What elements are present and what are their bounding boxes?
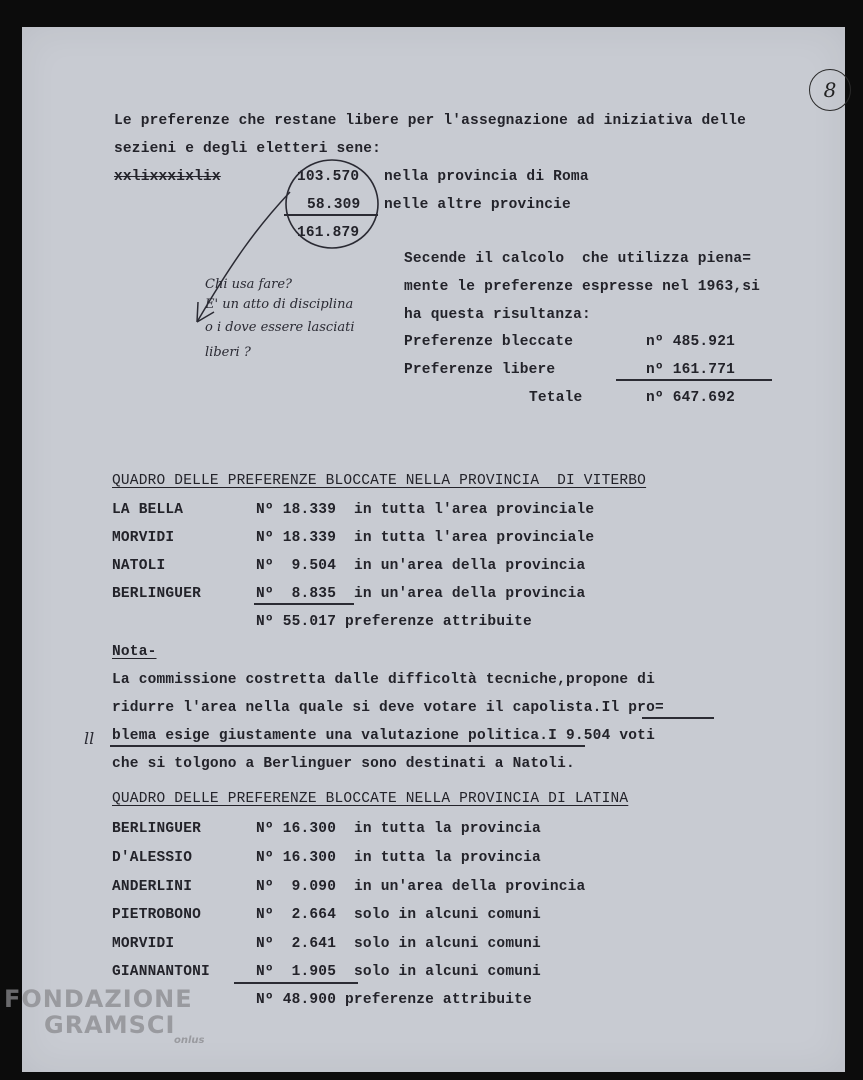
nota-line-1: La commissione costretta dalle difficoltà tecniche,propone di	[112, 672, 655, 688]
viterbo-desc-2: in tutta l'area provinciale	[354, 530, 595, 546]
nota-line-3: blema esige giustamente una valutazione politica.I 9.504 voti	[112, 728, 655, 744]
nota-underline-2	[110, 745, 585, 747]
latina-sum-rule	[234, 982, 358, 984]
latina-name-6: GIANNANTONI	[112, 964, 210, 980]
nota-heading: Nota-	[112, 644, 157, 660]
latina-name-1: BERLINGUER	[112, 821, 202, 837]
sum-value: 161.879	[297, 225, 360, 241]
viterbo-sum-rule	[254, 603, 354, 605]
altre-label: nelle altre provincie	[384, 197, 571, 213]
latina-value-2: Nº 16.300	[256, 850, 337, 866]
roma-label: nella provincia di Roma	[384, 169, 589, 185]
document-page	[22, 27, 845, 1072]
handwritten-note-1: Chi usa fare?	[205, 277, 292, 292]
intro-line-2: sezieni e degli eletteri sene:	[114, 141, 382, 157]
viterbo-value-4: Nº 8.835	[256, 586, 337, 602]
handwritten-note-3: o i dove essere lasciati	[205, 320, 355, 335]
watermark-line-1: FONDAZIONE	[4, 985, 193, 1013]
totale-value: nº 647.692	[646, 390, 736, 406]
latina-title: QUADRO DELLE PREFERENZE BLOCCATE NELLA PROVINCIA DI LATINA	[112, 791, 629, 807]
totale-label: Tetale	[529, 390, 583, 406]
roma-value: 103.570	[297, 169, 360, 185]
latina-name-3: ANDERLINI	[112, 879, 193, 895]
latina-name-5: MORVIDI	[112, 936, 175, 952]
nota-line-4: che si tolgono a Berlinguer sono destinati a Natoli.	[112, 756, 575, 772]
latina-value-5: Nº 2.641	[256, 936, 337, 952]
latina-desc-5: solo in alcuni comuni	[354, 936, 541, 952]
viterbo-name-1: LA BELLA	[112, 502, 184, 518]
calc-line-2: mente le preferenze espresse nel 1963,si	[404, 279, 761, 295]
intro-line-1: Le preferenze che restane libere per l'assegnazione ad iniziativa delle	[114, 113, 747, 129]
altre-value: 58.309	[307, 197, 361, 213]
latina-value-3: Nº 9.090	[256, 879, 337, 895]
viterbo-value-2: Nº 18.339	[256, 530, 337, 546]
bloccate-label: Preferenze blеccate	[404, 334, 574, 350]
viterbo-value-1: Nº 18.339	[256, 502, 337, 518]
viterbo-total: Nº 55.017 preferenze attribuite	[256, 614, 532, 630]
total-rule	[616, 379, 772, 381]
latina-name-4: PIETROBONO	[112, 907, 202, 923]
latina-desc-1: in tutta la provincia	[354, 821, 541, 837]
libere-label: Preferenze libere	[404, 362, 556, 378]
latina-value-1: Nº 16.300	[256, 821, 337, 837]
latina-desc-4: solo in alcuni comuni	[354, 907, 541, 923]
bloccate-value: nº 485.921	[646, 334, 736, 350]
latina-desc-2: in tutta la provincia	[354, 850, 541, 866]
watermark-line-3: onlus	[174, 1035, 205, 1046]
nota-underline-1	[642, 717, 714, 719]
latina-value-4: Nº 2.664	[256, 907, 337, 923]
handwritten-note-4: liberi ?	[205, 345, 251, 360]
latina-name-2: D'ALESSIO	[112, 850, 193, 866]
struck-text: xxlixxxixlix	[114, 169, 221, 185]
latina-value-6: Nº 1.905	[256, 964, 337, 980]
viterbo-desc-1: in tutta l'area provinciale	[354, 502, 595, 518]
calc-line-1: Secende il calcolo che utilizza piena=	[404, 251, 752, 267]
latina-desc-6: solo in alcuni comuni	[354, 964, 541, 980]
calc-line-3: ha questa risultanza:	[404, 307, 591, 323]
viterbo-title: QUADRO DELLE PREFERENZE BLOCCATE NELLA PROVINCIA DI VITERBO	[112, 473, 647, 489]
latina-desc-3: in un'area della provincia	[354, 879, 586, 895]
viterbo-name-4: BERLINGUER	[112, 586, 202, 602]
nota-line-2: ridurre l'area nella quale si deve votare il capolista.Il pro=	[112, 700, 664, 716]
viterbo-name-3: NATOLI	[112, 558, 166, 574]
libere-value: nº 161.771	[646, 362, 736, 378]
latina-total: Nº 48.900 preferenze attribuite	[256, 992, 532, 1008]
viterbo-desc-3: in un'area della provincia	[354, 558, 586, 574]
viterbo-value-3: Nº 9.504	[256, 558, 337, 574]
page-number: 8	[809, 69, 851, 111]
fondazione-gramsci-watermark	[4, 985, 205, 1046]
margin-mark: ll	[84, 729, 95, 748]
viterbo-desc-4: in un'area della provincia	[354, 586, 586, 602]
watermark-line-2: GRAMSCI	[44, 1011, 176, 1039]
handwritten-note-2: E' un atto di disciplina	[205, 297, 354, 312]
viterbo-name-2: MORVIDI	[112, 530, 175, 546]
